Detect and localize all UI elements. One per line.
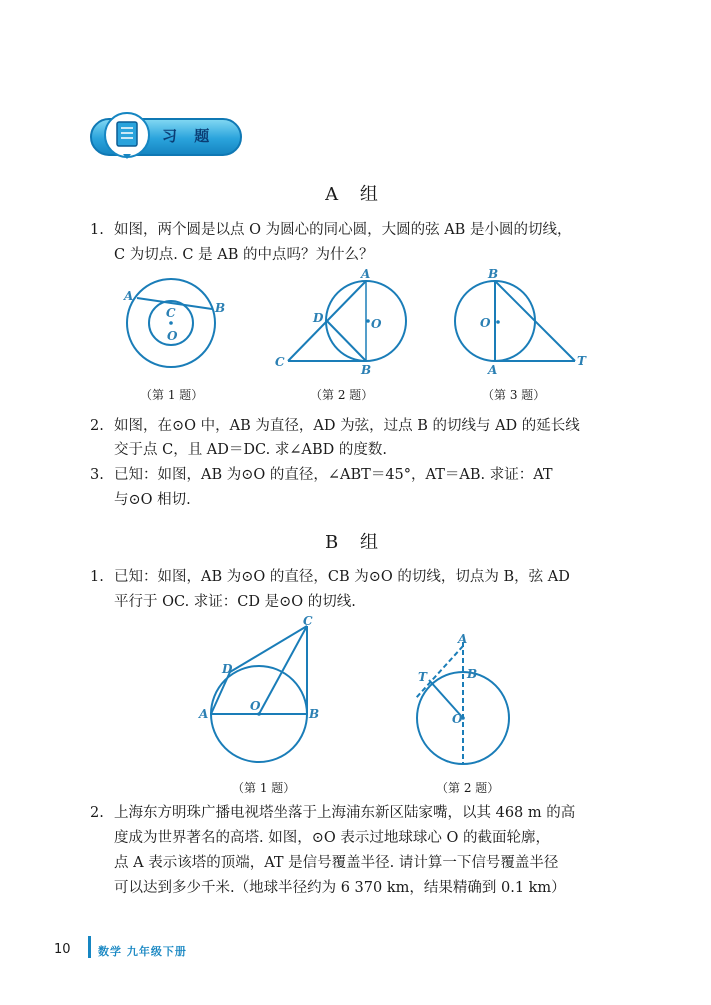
a-problem-1-line-1: 如图，两个圆是以点 O 为圆心的同心圆，大圆的弦 AB 是小圆的切线， — [114, 222, 572, 238]
center-o — [496, 320, 500, 324]
label-a: A — [458, 632, 468, 646]
figure-b2 — [408, 628, 518, 776]
label-a: A — [361, 267, 371, 281]
label-t: T — [577, 354, 586, 368]
caption-b2: （第 2 题） — [436, 781, 500, 795]
b-problem-2-line-1: 上海东方明珠广播电视塔坐落于上海浦东新区陆家嘴，以其 468 m 的高 — [114, 805, 576, 821]
label-c: C — [303, 614, 313, 628]
label-a: A — [488, 363, 498, 377]
b-problem-1-line-2: 平行于 OC. 求证：CD 是⊙O 的切线. — [114, 594, 356, 610]
label-b: B — [309, 707, 320, 721]
group-b-heading: B 组 — [325, 532, 386, 553]
center-o — [366, 319, 370, 323]
a-problem-2-number: 2. — [90, 418, 104, 434]
b-problem-1-number: 1. — [90, 569, 104, 585]
b-problem-2-line-2: 度成为世界著名的高塔. 如图，⊙O 表示过地球球心 O 的截面轮廓， — [114, 830, 550, 846]
b-problem-1-line-1: 已知：如图，AB 为⊙O 的直径，CB 为⊙O 的切线，切点为 B，弦 AD — [114, 569, 570, 585]
label-o: O — [371, 317, 382, 331]
caption-a2: （第 2 题） — [310, 388, 374, 402]
label-o: O — [167, 329, 178, 343]
a-problem-3-line-1: 已知：如图，AB 为⊙O 的直径，∠ABT＝45°，AT＝AB. 求证：AT — [114, 467, 553, 483]
center-o — [169, 321, 173, 325]
b-problem-2-number: 2. — [90, 805, 104, 821]
a-problem-3-line-2: 与⊙O 相切. — [114, 492, 191, 508]
notebook-icon — [104, 110, 150, 160]
b-problem-2-line-4: 可以达到多少千米.（地球半径约为 6 370 km，结果精确到 0.1 km） — [114, 880, 566, 896]
caption-a1: （第 1 题） — [140, 388, 204, 402]
label-a: A — [199, 707, 209, 721]
label-o: O — [250, 699, 261, 713]
caption-a3: （第 3 题） — [482, 388, 546, 402]
chord-ad — [211, 672, 230, 714]
label-a: A — [124, 289, 134, 303]
a-problem-3-number: 3. — [90, 467, 104, 483]
a-problem-1-number: 1. — [90, 222, 104, 238]
label-t: T — [418, 670, 427, 684]
figure-b1 — [196, 612, 331, 777]
group-a-heading: A 组 — [325, 184, 386, 205]
label-c: C — [166, 306, 176, 320]
footer-divider — [88, 936, 91, 958]
label-b: B — [467, 667, 478, 681]
figure-a2 — [270, 265, 415, 377]
label-d: D — [222, 662, 233, 676]
label-o: O — [452, 712, 463, 726]
caption-b1: （第 1 题） — [232, 781, 296, 795]
line-bt — [495, 281, 575, 361]
label-b: B — [215, 301, 226, 315]
a-problem-2-line-2: 交于点 C，且 AD＝DC. 求∠ABD 的度数. — [114, 442, 387, 458]
figure-a3 — [440, 265, 590, 377]
label-b: B — [488, 267, 499, 281]
b-problem-2-line-3: 点 A 表示该塔的顶端，AT 是信号覆盖半径. 请计算一下信号覆盖半径 — [114, 855, 559, 871]
a-problem-1-line-2: C 为切点. C 是 AB 的中点吗？为什么？ — [114, 247, 374, 263]
label-c: C — [275, 355, 285, 369]
a-problem-2-line-1: 如图，在⊙O 中，AB 为直径，AD 为弦，过点 B 的切线与 AD 的延长线 — [114, 418, 580, 434]
figure-a1 — [118, 278, 230, 378]
label-o: O — [480, 316, 491, 330]
book-title: 数学 九年级下册 — [98, 945, 187, 958]
label-d: D — [313, 311, 324, 325]
section-title: 习 题 — [162, 127, 216, 145]
label-b: B — [361, 363, 372, 377]
page-number: 10 — [54, 942, 71, 957]
